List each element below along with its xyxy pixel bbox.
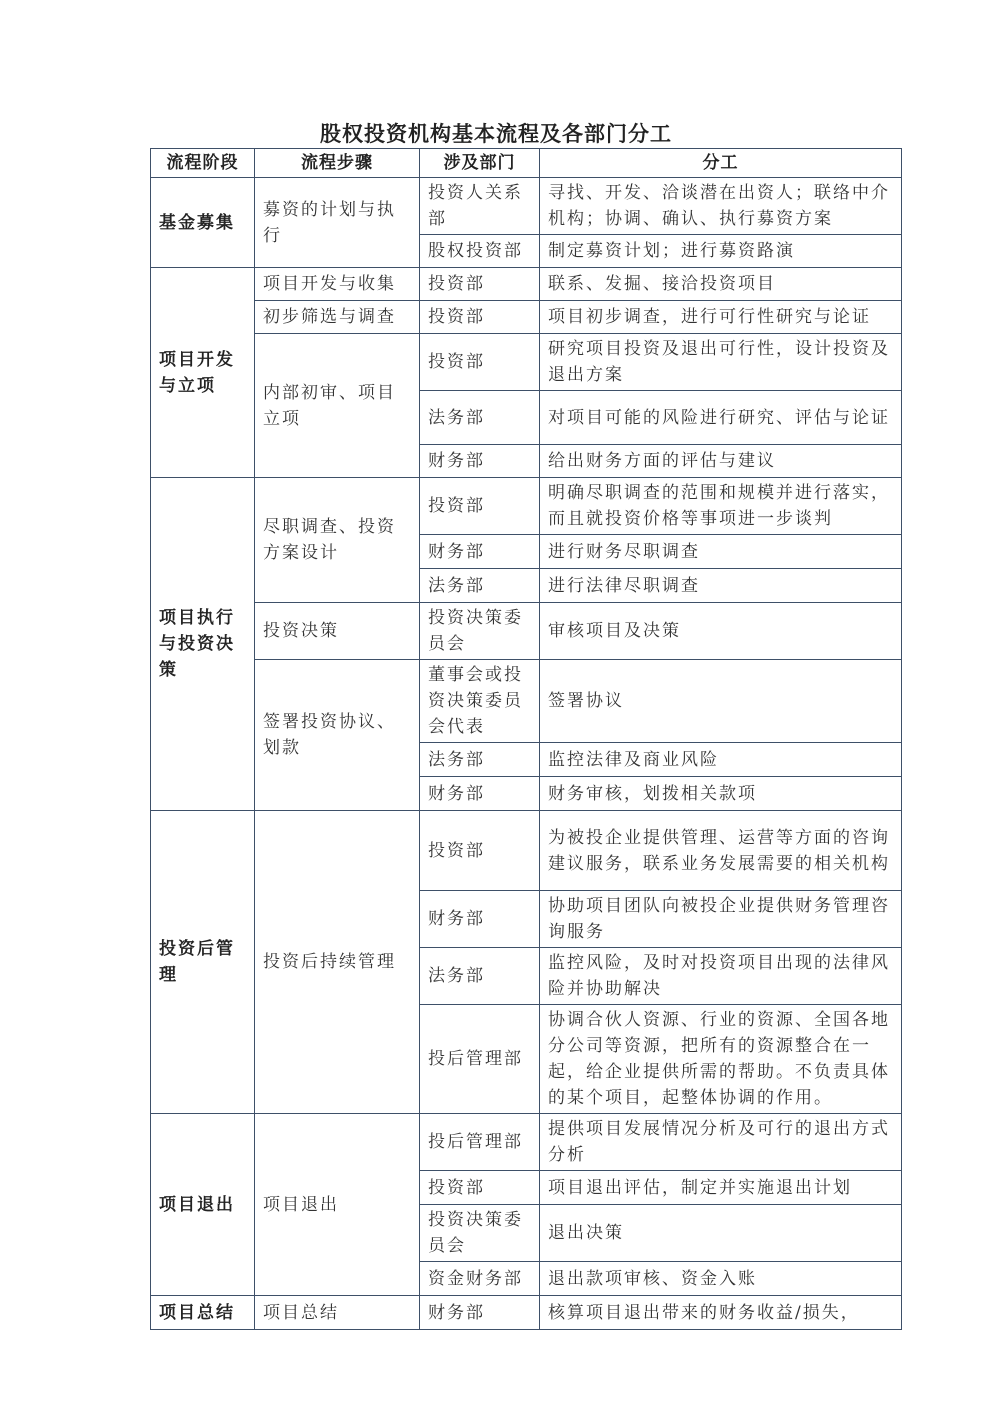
stage-cell: 项目总结: [151, 1296, 255, 1330]
duty-cell: 协助项目团队向被投企业提供财务管理咨询服务: [540, 891, 902, 948]
duty-cell: 给出财务方面的评估与建议: [540, 445, 902, 478]
dept-cell: 财务部: [420, 777, 540, 811]
duty-cell: 对项目可能的风险进行研究、评估与论证: [540, 391, 902, 445]
header-step: 流程步骤: [255, 149, 420, 178]
table-row: [151, 660, 902, 743]
duty-cell: 提供项目发展情况分析及可行的退出方式分析: [540, 1114, 902, 1171]
stage-cell: 项目开发与立项: [151, 268, 255, 478]
document-title: 股权投资机构基本流程及各部门分工: [320, 121, 672, 146]
dept-cell: 投资部: [420, 811, 540, 891]
duty-cell: 项目初步调查，进行可行性研究与论证: [540, 301, 902, 334]
dept-cell: 财务部: [420, 1296, 540, 1330]
stage-cell: 项目退出: [151, 1114, 255, 1296]
dept-cell: 法务部: [420, 391, 540, 445]
step-cell: 项目退出: [255, 1114, 420, 1296]
duty-cell: 进行财务尽职调查: [540, 535, 902, 569]
duty-cell: 制定募资计划；进行募资路演: [540, 235, 902, 268]
dept-cell: 财务部: [420, 445, 540, 478]
dept-cell: 股权投资部: [420, 235, 540, 268]
duty-cell: 明确尽职调查的范围和规模并进行落实，而且就投资价格等事项进一步谈判: [540, 478, 902, 535]
duty-cell: 协调合伙人资源、行业的资源、全国各地分公司等资源，把所有的资源整合在一起，给企业提供所需的帮助。不负责具体的某个项目，起整体协调的作用。: [540, 1005, 902, 1114]
stage-cell: 项目执行与投资决策: [151, 478, 255, 811]
duty-cell: 财务审核，划拨相关款项: [540, 777, 902, 811]
stage-cell: 基金募集: [151, 178, 255, 268]
dept-cell: 投后管理部: [420, 1114, 540, 1171]
dept-cell: 董事会或投资决策委员会代表: [420, 660, 540, 743]
table-header-row: [151, 149, 902, 178]
table-row: [151, 301, 902, 334]
dept-cell: 法务部: [420, 743, 540, 777]
duty-cell: 退出款项审核、资金入账: [540, 1262, 902, 1296]
process-table: [150, 148, 902, 1330]
duty-cell: 为被投企业提供管理、运营等方面的咨询建议服务，联系业务发展需要的相关机构: [540, 811, 902, 891]
dept-cell: 投资决策委员会: [420, 1205, 540, 1262]
step-cell: 项目开发与收集: [255, 268, 420, 301]
table-row: [151, 1296, 902, 1330]
dept-cell: 投资部: [420, 334, 540, 391]
table-row: [151, 478, 902, 535]
duty-cell: 退出决策: [540, 1205, 902, 1262]
step-cell: 投资后持续管理: [255, 811, 420, 1114]
dept-cell: 投资部: [420, 1171, 540, 1205]
dept-cell: 资金财务部: [420, 1262, 540, 1296]
step-cell: 投资决策: [255, 603, 420, 660]
stage-cell: 投资后管理: [151, 811, 255, 1114]
dept-cell: 投后管理部: [420, 1005, 540, 1114]
table-row: [151, 1114, 902, 1171]
dept-cell: 法务部: [420, 569, 540, 603]
dept-cell: 投资决策委员会: [420, 603, 540, 660]
table-row: [151, 178, 902, 235]
table-row: [151, 268, 902, 301]
dept-cell: 投资部: [420, 301, 540, 334]
dept-cell: 投资部: [420, 268, 540, 301]
duty-cell: 项目退出评估，制定并实施退出计划: [540, 1171, 902, 1205]
duty-cell: 监控法律及商业风险: [540, 743, 902, 777]
step-cell: 募资的计划与执行: [255, 178, 420, 268]
table-row: [151, 811, 902, 891]
duty-cell: 进行法律尽职调查: [540, 569, 902, 603]
step-cell: 内部初审、项目立项: [255, 334, 420, 478]
duty-cell: 寻找、开发、洽谈潜在出资人；联络中介机构；协调、确认、执行募资方案: [540, 178, 902, 235]
step-cell: 项目总结: [255, 1296, 420, 1330]
table-row: [151, 334, 902, 391]
step-cell: 签署投资协议、划款: [255, 660, 420, 811]
duty-cell: 核算项目退出带来的财务收益/损失，: [540, 1296, 902, 1330]
duty-cell: 联系、发掘、接洽投资项目: [540, 268, 902, 301]
duty-cell: 审核项目及决策: [540, 603, 902, 660]
duty-cell: 研究项目投资及退出可行性，设计投资及退出方案: [540, 334, 902, 391]
header-dept: 涉及部门: [420, 149, 540, 178]
step-cell: 初步筛选与调查: [255, 301, 420, 334]
table-row: [151, 603, 902, 660]
duty-cell: 签署协议: [540, 660, 902, 743]
dept-cell: 财务部: [420, 891, 540, 948]
header-duty: 分工: [540, 149, 902, 178]
dept-cell: 法务部: [420, 948, 540, 1005]
dept-cell: 投资人关系部: [420, 178, 540, 235]
step-cell: 尽职调查、投资方案设计: [255, 478, 420, 603]
dept-cell: 财务部: [420, 535, 540, 569]
header-stage: 流程阶段: [151, 149, 255, 178]
dept-cell: 投资部: [420, 478, 540, 535]
duty-cell: 监控风险，及时对投资项目出现的法律风险并协助解决: [540, 948, 902, 1005]
